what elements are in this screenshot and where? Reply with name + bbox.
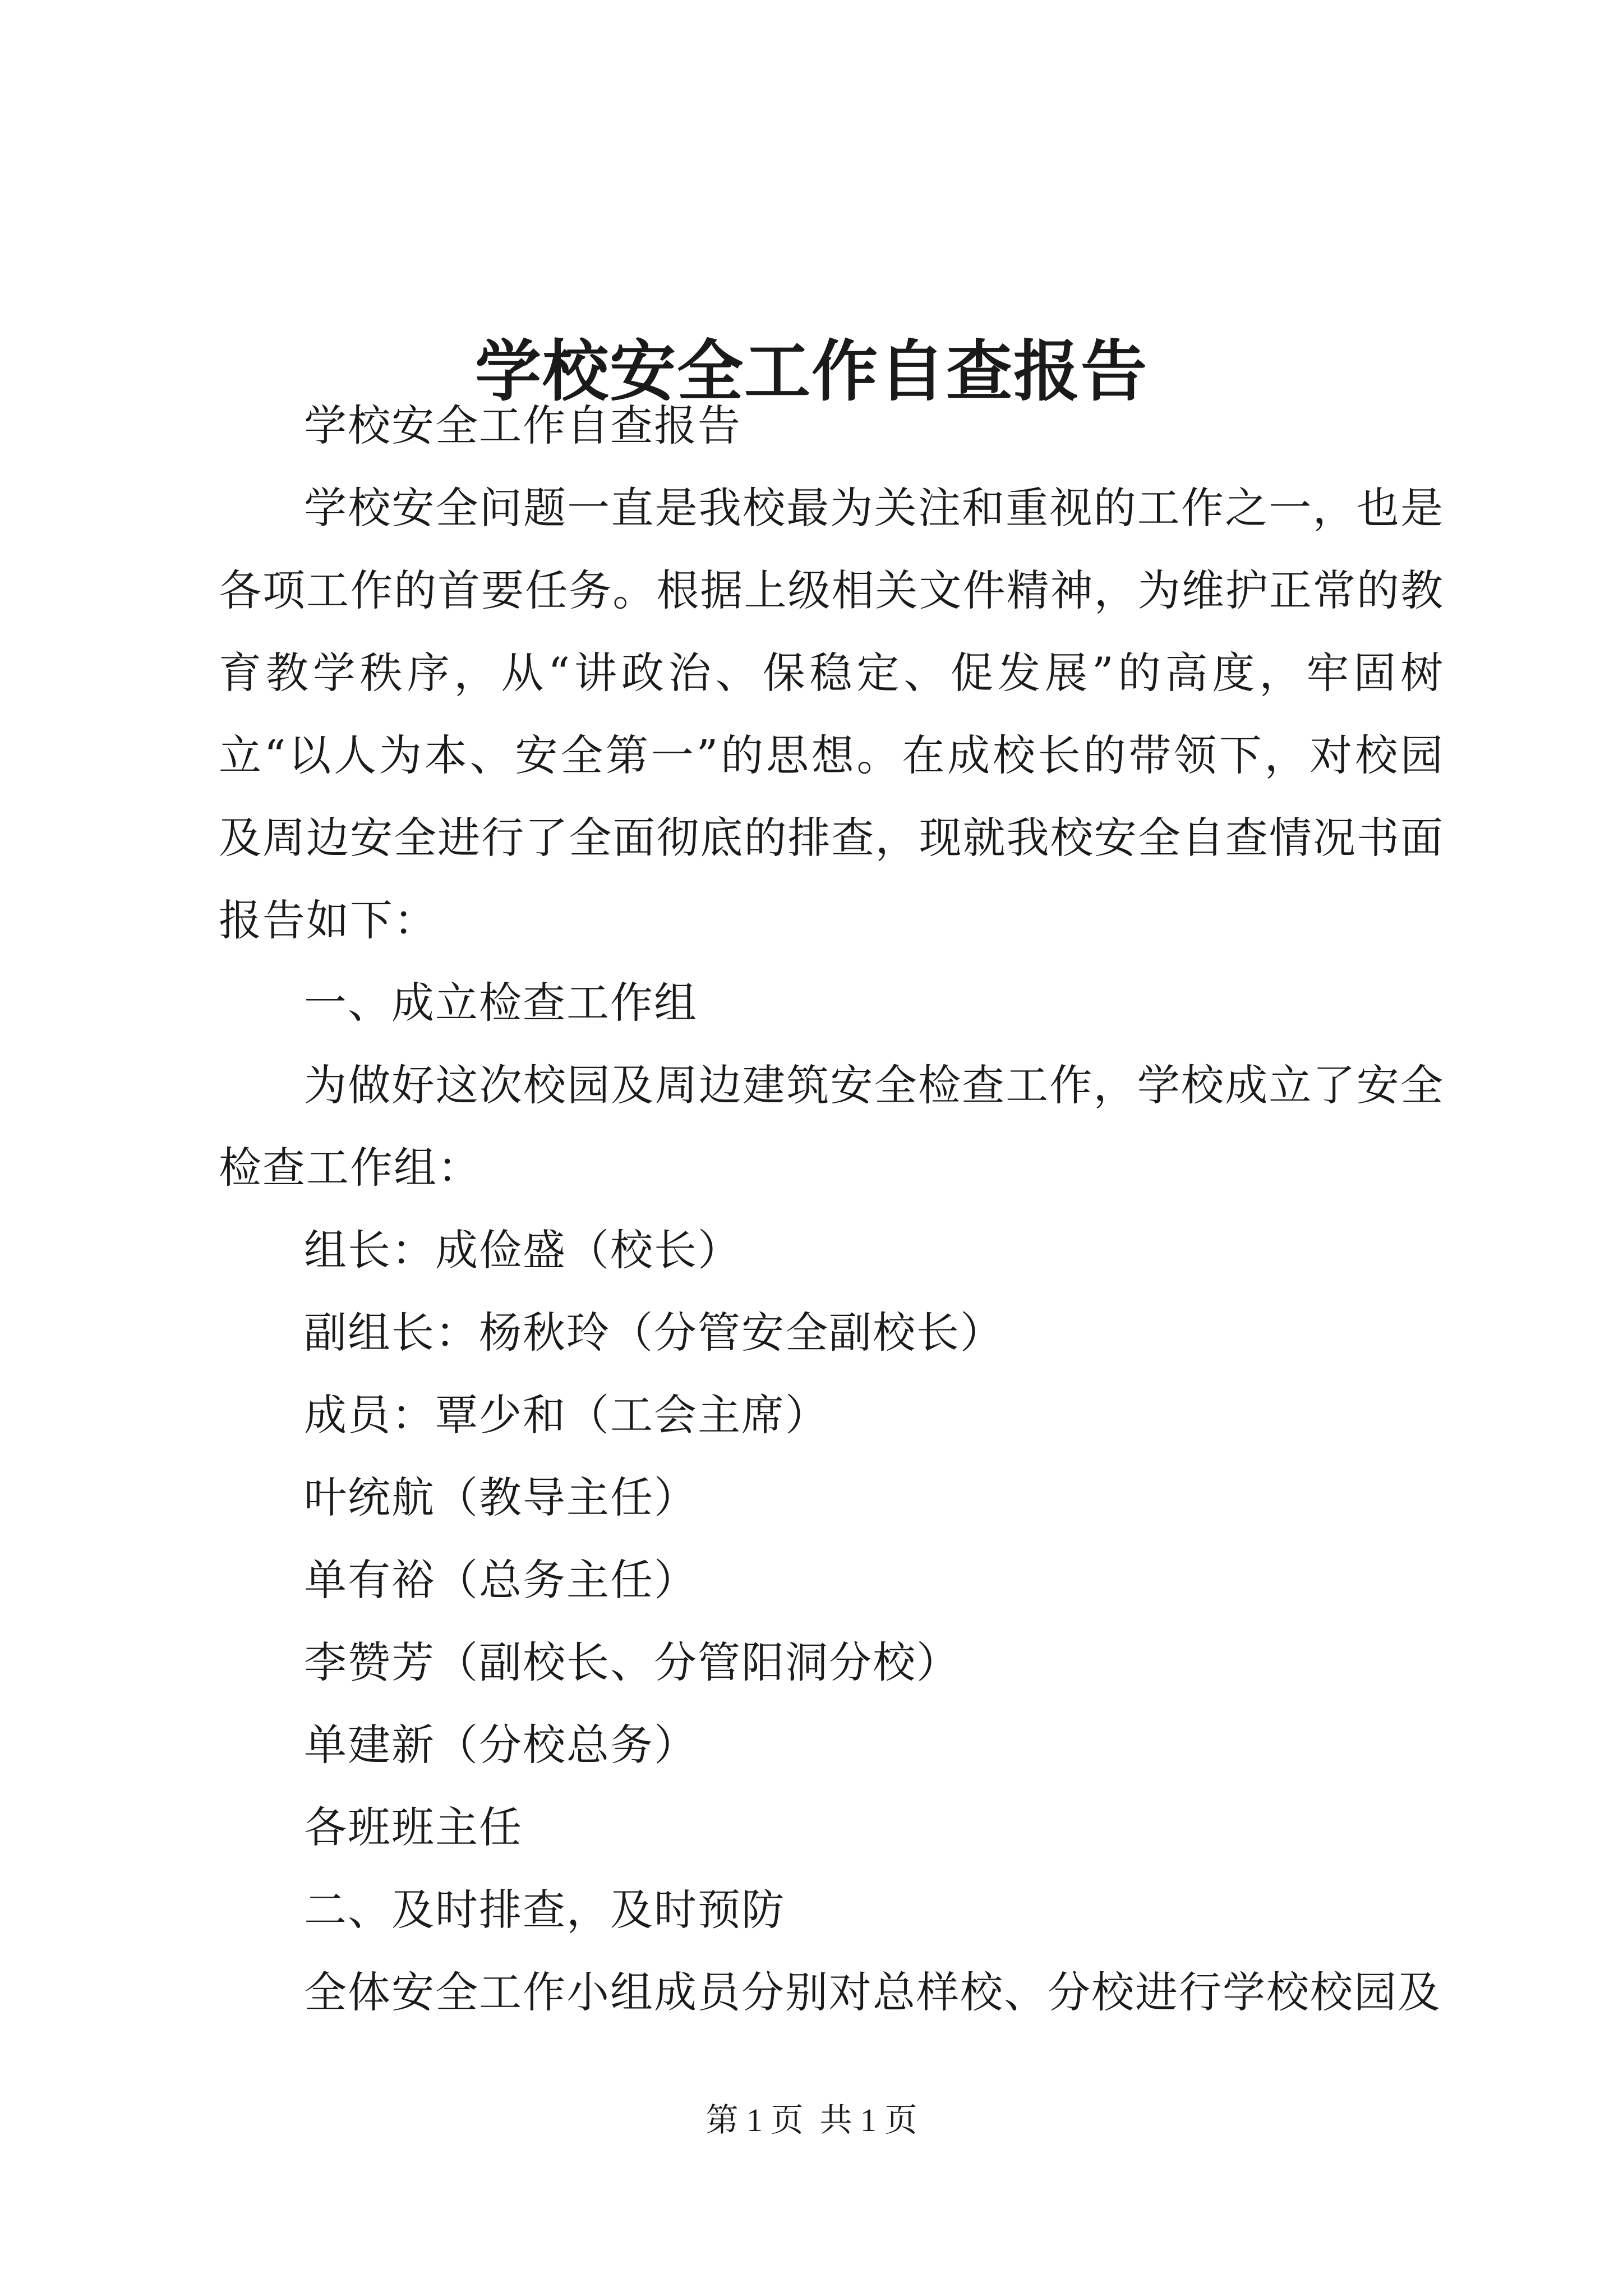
member-line-member-5: 单建新（分校总务） [304,1720,698,1770]
member-line-member-6: 各班班主任 [304,1802,523,1852]
paragraph-inspection: 全体安全工作小组成员分别对总样校、分校进行学校校园及 [304,1967,1441,2017]
paragraph-group-intro: 为做好这次校园及周边建筑安全检查工作，学校成立了安全检查工作组： [219,1060,1444,1193]
member-line-leader: 组长：成俭盛（校长） [304,1225,741,1275]
section-heading-1: 一、成立检查工作组 [304,978,698,1028]
paragraph-intro: 学校安全问题一直是我校最为关注和重视的工作之一，也是各项工作的首要任务。根据上级相关文件精神，为维护正常的教育教学秩序，从“讲政治、保稳定、促发展”的高度，牢固树立“以人为本、安全第一”的思想。在成校长的带领下，对校园及周边安全进行了全面彻底的排查，现就我校安全自查情况书面报告如下： [219,483,1444,945]
page-number-label: 第 1 页 共 1 页 [706,2102,917,2138]
member-line-member-3: 单有裕（总务主任） [304,1555,698,1605]
member-line-deputy: 副组长：杨秋玲（分管安全副校长） [304,1308,1004,1358]
member-line-member-2: 叶统航（教导主任） [304,1473,698,1522]
document-title: 学校安全工作自查报告 [474,332,1148,411]
document-body [219,384,1444,2033]
member-line-member-4: 李赞芳（副校长、分管阳洞分校） [304,1637,960,1687]
paragraph-subtitle: 学校安全工作自查报告 [304,401,741,450]
section-heading-2: 二、及时排查，及时预防 [304,1885,785,1935]
page-footer [0,2098,1623,2143]
member-line-member-1: 成员：覃少和（工会主席） [304,1390,829,1440]
